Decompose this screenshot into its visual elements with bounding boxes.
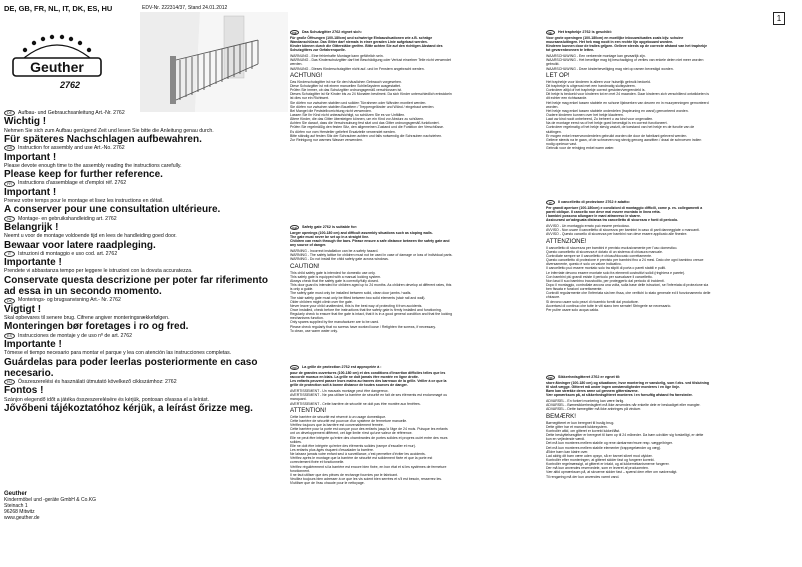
warning-line: ADVARSEL - Dette børnegitter må ikke anbringes på vinduer. <box>546 407 642 412</box>
body-line: Elle ne peut être intégrée qu'entre des chambranles de portes solides et propres ou/et entre des murs <box>290 435 448 440</box>
section-important: Importante ! <box>4 338 62 350</box>
block-heading-text: Das Schutzgitter 2762 eignet sich: <box>302 30 362 35</box>
body-line: To clean, use warm water only. <box>290 328 338 333</box>
footer-line: Kindermöbel und -geräte GmbH & Co.KG <box>4 497 96 503</box>
section-important: Fontos ! <box>4 385 44 397</box>
warning-line: WAARSCHUWING - Het beveilige mag bij beschadiging of verlies van enkele delen niet meer worden <box>546 58 704 63</box>
body-line: diversamente, questo è solo un valore indicativo. <box>546 262 622 267</box>
body-line: solides. <box>290 439 302 444</box>
body-line: Kontrollér efter monteringen, at gitteret sidder fast og fungerer korrekt. <box>546 458 655 462</box>
body-line: Les enfants plus âgés risquent d'escalader la barrière. <box>290 448 374 452</box>
body-line: nodig opnieuw vast. <box>546 142 577 147</box>
block-warnings <box>290 389 540 406</box>
warning-line: WARNUNG - Dieses Kinderschutzgitter nicht auf- und im Fenstern angebracht werden. <box>290 66 425 71</box>
language-badge: DK <box>546 375 555 380</box>
intro-line: raccordé muraux en biais. La grille ne doit jamais être montée en ligne droite. <box>290 375 419 380</box>
language-badge: GB <box>4 145 15 151</box>
intro-line: any source of danger. <box>290 243 327 248</box>
intro-line: Kinder können durch die Gitterstäbe greifen. Bitte achten Sie auf den richtigen Abstand des <box>290 44 443 49</box>
intro-line: store åbninger (100-180 cm) og situationer, hvor montering er vanskelig, som f.eks. ved tilslutning <box>546 381 709 385</box>
body-line: Controleer altijd of het traphekje correct gesloten/vergrendeld is. <box>546 88 646 93</box>
body-line: Vérifiez régulièrement si la barrière est encore bien fixée, en bon état et si les systèmes de fermeture <box>290 464 447 469</box>
body-line: sluitingen. <box>546 129 562 134</box>
block-heading <box>290 225 540 230</box>
section-note: Szánjon elegendő időt a játéka összeszerelésére és kérjük, pontosan olvassa el a leírást. <box>4 396 210 403</box>
block-title: ATTENZIONE! <box>546 237 587 245</box>
body-line: Der må kun anvendes reservedele, som er leveret af producenten. <box>546 466 649 471</box>
body-line: Zur Reinigung nur warmes Wasser verwenden. <box>290 137 364 142</box>
body-line: mechanisms function. <box>290 316 324 321</box>
warning-line: gebruikt. <box>546 62 560 67</box>
block-heading-text: Safety gate 2762 is suitable for: <box>302 225 358 230</box>
intro-line: Wandanschlüsse. Das Gitter darf niemals in einer geraden Linie aufgebaut werden. <box>290 40 428 45</box>
body-line: Das Kinderschutzgitter ist nur für den häuslichen Gebrauch vorgesehen. <box>290 79 402 84</box>
block-heading <box>290 30 540 35</box>
warning-line: AVVISO - Questo cancello di sicurezza per bambini non deve essere applicato alle finestre. <box>546 232 688 237</box>
warning-line: WARNUNG - Das Kinderschutzgitter darf bei Beschädigung oder Verlust einzelner Teile nicht verwendet <box>290 58 451 63</box>
warning-line: manquant. <box>290 397 307 402</box>
block-heading-text: La grille de protection 2762 est appropriée à : <box>302 365 382 370</box>
block-body <box>290 415 540 486</box>
body-line: Questo cancelletto di sicurezza è dotato di un sistema di chiusura manuale. <box>546 249 663 254</box>
body-line: Only spares supplied by the manufacturer are to be used. <box>290 320 380 325</box>
intro-line: Vær opmærksom på, at sikkerhedsgitteret monteres i en fornuftig afstand fra faresteder. <box>546 393 693 398</box>
body-line: Il ne faut utiliser que des pièces de rechange fournies par le fabricant. <box>290 472 398 477</box>
body-line: Con bambini più grandi esiste il pericolo per scavalcare il cancelletto. <box>546 274 653 279</box>
section-keep: Jővőbeni tájékoztatóhoz kérjük, a leírást őrizze meg. <box>4 402 253 414</box>
body-line: Na de montage eerst na of het hekje goed bevestigd is en correct functioneert. <box>546 121 668 126</box>
body-line: Het traphekje voor kinderen is alleen voor huiselijk gebruik bedoeld. <box>546 79 651 84</box>
body-line: Bitte ständig auf festen Sitz der Schrauben achten und falls notwendig die Schrauben nachziehen. <box>290 133 443 138</box>
intro-line: til skrå vægge. Gitteret må under ingen omstændigheder monteres i en lige linje. <box>546 385 681 390</box>
block-title: ACHTUNG! <box>290 71 323 79</box>
body-line: Det må kun monteres mellem stabile elementer (trappegelænder og væg). <box>546 445 661 450</box>
intro-line: tot gevarenbronnen te letten. <box>546 48 595 53</box>
language-section <box>4 180 282 215</box>
geuther-logo <box>7 28 107 78</box>
body-line: Vær altid opmærksom på, at skruerne sidder fast – spænd dem efter om nødvendigt. <box>546 470 678 475</box>
body-line: Cette barrière de sécurité est réservé à un usage domestique. <box>290 414 387 419</box>
body-line: Dopo il montaggio, controllate ancora una volta, sulla base delle istruzioni, se l'inferriata di protezione sia <box>546 283 709 287</box>
block-intro <box>546 36 796 53</box>
footer-line: www.geuther.de <box>4 515 40 521</box>
body-line: worden. <box>546 104 559 109</box>
body-line: Prüfen Sie immer, ob das Schutzgitter ordnungsgemäß verschlossen ist. <box>290 88 403 93</box>
section-keep: Guárdelas para poder leerlas posteriormente en caso necesario. <box>4 356 258 379</box>
body-line: N'utiliser que de l'eau chaude pour le nettoyage. <box>290 481 365 486</box>
body-line: Vérifiez toujours que la barrière est convenablement fermée. <box>290 423 384 428</box>
intro-line: grille de protection soit à bonne distance de toutes sources de danger. <box>290 383 408 388</box>
footer-line: 96268 Mitwitz <box>4 509 35 515</box>
section-subtitle: Összeszerelési és használati útmutató kövelkező cikkszámhoz: 2762 <box>18 378 177 385</box>
block-intro <box>546 381 796 398</box>
body-line: Veuillez toujours bien adresser à ce que les vis soient bien serrées et s'il est besoin, resserrez les. <box>290 477 443 482</box>
section-important: Important ! <box>4 151 57 163</box>
body-line: Diese Schutzgitter ist mit einem manuellen Schließsystem ausgestattet. <box>290 83 401 88</box>
warning-line: AVVISO - Un montaggio errato può essere pericoloso. <box>546 224 630 229</box>
block-heading <box>546 375 796 380</box>
footer-company: Geuther <box>4 491 28 497</box>
block-body <box>290 80 540 142</box>
body-line: Het hekje mag enkel tussen stabiele onderdelen (trapleuning en wand) gemonteerd worden. <box>546 108 689 113</box>
block-heading <box>546 200 796 205</box>
block-intro <box>290 371 540 388</box>
section-note: Tómese el tiempo necesario para montar el parque y lea con atención las instrucciones completas. <box>4 350 232 357</box>
body-line: The safety gate must only be installed between solid, clean door jambs / walls. <box>290 291 412 296</box>
section-important: Wichtig ! <box>4 116 47 128</box>
body-line: ist dies nur ein Richtwert. <box>290 96 330 101</box>
block-intro <box>290 36 540 53</box>
body-line: Please check regularly that no screws have worked loose / Retighten the screws, if necessary. <box>290 324 436 329</box>
block-title: ATTENTION! <box>290 406 327 414</box>
body-line: Ældre børn kan klatre over. <box>546 449 589 454</box>
section-subtitle: Instructions d'assemblage et d'emploi réf. 2762 <box>18 180 127 187</box>
warning-line: WARNING - The safety lattice for children must not be used in case of damage or loss of individual parts. <box>290 253 453 258</box>
block-heading-text: Sikkerhedsgitteret 2762 er egnet til: <box>558 375 621 380</box>
body-line: Si devono usare solo pezzi di ricambio forniti dal produttore. <box>546 299 639 304</box>
block-heading <box>546 30 796 35</box>
body-line: is only a guide. <box>290 287 314 292</box>
language-section <box>4 216 282 251</box>
block-heading-text: Het traphekje 2762 is geschikt: <box>558 30 612 35</box>
intro-line: pour de grandes ouvertures (100-180 cm) et des conditions d'insertion difficiles telles que les <box>290 371 446 375</box>
body-line: Vérifiez après le montage que la barrière de sécurité est solidement fixée et que la porte est <box>290 456 433 461</box>
section-important: Vigtigt ! <box>4 303 42 315</box>
safety-block <box>290 225 540 333</box>
language-badge: IT <box>4 251 15 257</box>
warning-line: WAARSCHUWING - Deze kinderbeveiliging mag niet op ramen bevestigd worden. <box>546 66 674 71</box>
body-line: Kontrollér regelmæssigt, at gitteret er intakt, og at lukkemekanismerne fungerer. <box>546 462 670 467</box>
language-section <box>4 297 282 332</box>
intro-line: Schutzgitters zur Gefahrenquelle. <box>290 48 346 53</box>
body-line: Er mogen enkel reserveonderdelen gebruikt worden die door de fabrikant geleverd werden. <box>546 133 688 138</box>
block-title: LET OP! <box>546 71 570 79</box>
warning-line: WARNING - Do not install the child safety gate across windows. <box>290 257 389 262</box>
body-line: Il cancelletto può essere montato solo tra stipiti di porta o pareti stabili e puliti. <box>546 266 667 271</box>
warning-line: AVERTISSEMENT - Ne pas utiliser la barrière de sécurité en fait de ses éléments est endommagé ou <box>290 393 448 398</box>
body-line: correctement fixée et fonctionnelle. <box>290 460 345 465</box>
language-sections <box>4 110 282 414</box>
section-keep: Conservate questa descrizione per poter far riferimento ad essa in un secondo momento. <box>4 274 268 298</box>
language-badge: DE <box>290 30 299 35</box>
language-badge: FR <box>290 365 299 370</box>
body-line: chiusure. <box>546 295 561 300</box>
body-line: Older children might climb over the gate. <box>290 299 353 304</box>
language-badge: HU <box>4 379 15 385</box>
safety-block <box>546 30 796 150</box>
section-subtitle: Aufbau- und Gebrauchsanleitung Art.-Nr. 2762 <box>18 110 125 116</box>
language-badge: NL <box>546 30 555 35</box>
section-keep: A conserver pour une consultation ultérieure. <box>4 204 221 216</box>
company-footer <box>4 491 154 521</box>
footer-line: Steinach 1 <box>4 503 28 509</box>
body-line: Dette beskyttelsesgitter er beregnet til børn op til 24 måneder. Da børn udvikler sig forskelligt, er dette <box>546 433 704 438</box>
warning-line: AVVISO - Non usare il cancelletto di sicurezza per bambini in caso di parti danneggiate o mancanti. <box>546 228 700 233</box>
body-line: Per pulire usare solo acqua calda. <box>546 307 599 312</box>
language-section <box>4 110 282 145</box>
block-heading-text: Il cancelletto di protezione 2762 è adatto: <box>558 200 630 205</box>
body-line: kun en vejledende værdi. <box>546 437 586 442</box>
section-keep: Monteringen bør foretages i ro og fred. <box>4 321 189 333</box>
block-body <box>546 246 796 313</box>
body-line: Regularly check to ensure that the gate is intact, that it is in a good general condition and that the locking <box>290 312 453 317</box>
block-intro <box>546 206 796 223</box>
body-line: Het hekje mag enkel tussen stabiele en schone lijstwerken van deuren en in muurpenningen gemonteerd <box>546 100 709 105</box>
block-warnings <box>546 399 796 411</box>
body-line: dit echter een richtwaarde. <box>546 96 588 101</box>
body-line: Controlli regolarmente che l'inferriata sia ben fissa, che verifichi lo stato generale ed il funzionamento delle <box>546 291 711 296</box>
safety-column-left <box>290 30 540 560</box>
language-section <box>4 145 282 180</box>
section-subtitle: Montage- en gebruikshandleiding art. 2762 <box>18 215 117 222</box>
intro-line: I bambini possono allungare le mani attraverso le sbarre. <box>546 214 641 219</box>
section-note: Please devote enough time to the assembly reading the instructions carefully. <box>4 162 182 169</box>
body-line: Elle ne doit être intégrée qu'entre des éléments solides (rampe d'escalier et mur). <box>290 443 416 448</box>
body-line: Es dürfen nur vom Hersteller geliefert Ersatzteile verwendet werden. <box>290 129 396 134</box>
block-warnings <box>546 224 796 236</box>
body-line: Dieses Schutzgitter ist für Kinder bis zu 24 Monaten bestimmt. Da sich Kinder unterschiedlich entwickeln <box>290 92 452 97</box>
body-line: Accertarsi di continuo che tutte le viti siano ben serrate! Stringerle se necessario. <box>546 303 672 308</box>
safety-block <box>546 375 796 479</box>
section-keep: Für späteres Nachschlagen aufbewahren. <box>4 134 202 146</box>
block-warnings <box>546 54 796 71</box>
body-line: Det må kun monteres mellem stabile og rene dørkarmer/mure resp. vægge/birger. <box>546 441 673 446</box>
section-note: Skal opbevares til senere brug. Cifrene angiver monteringsrækkefølgen. <box>4 314 170 321</box>
language-section <box>4 379 282 414</box>
safety-column-right <box>546 30 796 560</box>
intro-line: pareti oblique. Il cancello non deve mai essere montato in linea retta. <box>546 210 661 215</box>
section-keep: Bewaar voor latere raadpleging. <box>4 239 156 251</box>
language-badge: IT <box>546 200 555 205</box>
block-intro <box>290 231 540 248</box>
block-warnings <box>290 54 540 71</box>
body-line: Cette barrière de sécurité est pourvue d'un système de fermeture manuelle. <box>290 418 408 423</box>
intro-line: Les enfants peuvent passer leurs mains au travers des barreaux de la grille. Veiller à ce que la <box>290 379 447 384</box>
block-warnings <box>290 249 540 261</box>
body-line: Once installed, check before the instructions that the safety gate is firmly installed and functioning. <box>290 308 442 312</box>
intro-line: Für große Öffnungen (100-180cm) und schwierige Einbausituationen wie z.B. schräge <box>290 36 433 40</box>
body-line: Lassen Sie Ihr Kind nicht unbeaufsichtigt, so schützen Sie es vor Unfällen. <box>290 113 406 117</box>
section-keep: Please keep for further reference. <box>4 169 163 181</box>
body-line: ben fissata e funzioni correttamente. <box>546 287 603 292</box>
intro-line: Larger openings (100-180 cm) and difficult assembly situations such as sloping walls. <box>290 231 433 235</box>
body-line: ont un développement différent, cet âge limite n'est qu'une valeur de référence. <box>290 431 413 436</box>
section-note: Neemt u voor de montage voldoende tijd en lees de handleiding goed door. <box>4 233 177 240</box>
intro-line: Assicurarsi un'adeguata distanza tra cancelletto di sicurezza e fonti di pericolo. <box>546 218 679 223</box>
body-line: This child safety gate is intended for domestic use only. <box>290 270 376 275</box>
warning-line: AVERTISSEMENT - Cette barrière de sécurité ne doit pas être montée aux fenêtres. <box>290 401 421 406</box>
body-line: This door guard is intended for children aged up to 24 months. As children develop at different rates, this <box>290 283 452 288</box>
body-line: Cette barrière pour la porte est conçue pour des enfants jusqu'à l'âge de 24 mois. Puisque les enfants <box>290 427 448 432</box>
body-line: Le inferriate devono essere montate solo fra elementi costruttivi solidi (ringhiera e parete). <box>546 270 686 275</box>
body-line: Bei Mangel die Feststellvorrichtung nicht verwenden. <box>290 108 372 113</box>
block-body <box>290 271 540 333</box>
section-important: Importante ! <box>4 257 62 269</box>
header-edv: EDV-Nr. 222314/37, Stand 24.01.2012 <box>142 5 228 11</box>
body-line: Prüfen Sie regelmäßig den festen Sitz, den allgemeinen Zustand und die Funktion der Verschlüsse. <box>290 125 444 130</box>
body-line: Non lasci il suo bambino incustodito, per proteggerlo dal pericolo di incidenti. <box>546 278 665 283</box>
body-line: Never leave your child unattended, this is the best way of protecting it from accidents. <box>290 303 423 308</box>
section-subtitle: Monterings- og brugsanvisning Art.- Nr. 2762 <box>18 297 121 304</box>
intro-line: Per grandi aperture (100-180cm) e condizioni di montaggio difficili, come p. es. collegamenti a <box>546 206 703 210</box>
body-line: Always check that the safety gate is correctly/fully closed. <box>290 278 379 283</box>
warning-line: WARNING - Incorrect installation can be a safety hazard. <box>290 249 379 254</box>
warning-line: ADVARSEL - En forkert montering kan være farlig. <box>546 399 625 404</box>
warning-line: AVERTISSEMENT - Un mauvais montage peut être dangereux. <box>290 389 389 394</box>
body-line: Dette gitter har et manuelt lukkesystem. <box>546 424 608 429</box>
block-title: BEMÆRK! <box>546 412 576 420</box>
intro-line: Voor grote openingen (100-180cm) en moeilijke inbouwsituaties zoals bijv. schuine <box>546 36 684 40</box>
language-badge: NL <box>4 216 15 222</box>
section-subtitle: Instruction for assembly and use Art.-No. 2762 <box>18 145 125 152</box>
language-badge: DE <box>4 110 15 116</box>
model-number: 2762 <box>60 80 81 90</box>
safety-block <box>290 30 540 142</box>
safety-block <box>546 200 796 312</box>
language-badge: FR <box>4 181 15 187</box>
body-line: Ne laissez jamais votre enfant seul à surveillance, c'est permettre d'éviter les accidents. <box>290 452 426 457</box>
language-badge: ES <box>4 333 15 339</box>
body-line: This safety gate is equipped with a manual locking system. <box>290 274 382 279</box>
body-line: Børnegitteret er kun beregnet til huslig brug. <box>546 420 615 425</box>
body-line: Achten Sie darauf, dass die Verschraubung fest sitzt und das Gitter ordnungsgemäß funktioniert. <box>290 121 440 126</box>
warning-line: werden. <box>290 62 303 67</box>
body-line: Til rengøring må der kun anvendes varmt vand. <box>546 474 620 479</box>
section-important: Important ! <box>4 186 57 198</box>
body-line: The stair safety gate must only be fitted between two solid elements (stair rail and wall). <box>290 295 426 300</box>
intro-line: The gate must never be set up in a straight line. <box>290 235 370 240</box>
section-subtitle: Istruzioni di montaggio e uso cod. art. 2762 <box>18 250 118 257</box>
logo-text: Geuther <box>30 59 84 75</box>
language-section <box>4 333 282 379</box>
warning-line: ADVARSEL - Børnesikkerhedsgitret må ikke anvendes når enkelte dele er beskadiget eller mangler. <box>546 403 701 408</box>
body-line: Laat uw kind nooit onbeheerd, Zo beheert u uw kind voor ongevallen. <box>546 117 654 122</box>
body-line: Kontrollér altid, om gitteret er korrekt lukket/låst. <box>546 428 621 433</box>
body-line: Dit hekje is bedoeld voor kinderen tot en met 24 maanden. Daar kinderen zich verschillend ontwikkelen is <box>546 92 710 97</box>
block-title: CAUTION! <box>290 262 320 270</box>
safety-block <box>290 365 540 485</box>
intro-line: muuraansluitingen. Het hek mag nooit in een rechte lijn opgebouwd worden. <box>546 40 674 45</box>
logo-figures <box>23 35 91 52</box>
section-note: Nehmen Sie sich zum Aufbau genügend Zeit und lesen Sie bitte die Anleitung genau durch. <box>4 127 214 134</box>
section-note: Prendete vi abbastanza tempo per leggere le istruzioni con la dovuta accuratezza. <box>4 268 193 275</box>
product-photo <box>140 12 288 112</box>
body-line: Controleer regelmatig of het hekje stevig vastzit, de toestand van het hekje en de functie van de <box>546 125 695 130</box>
body-line: Sie dürfen nur zwischen stabilen Baueltern / Treppengeländer und Wänd / eingebaut werden. <box>290 104 435 109</box>
warning-line: WARNUNG - Eine fehlerhafte Montage kann gefährlich sein. <box>290 54 384 59</box>
section-note: Prenez votre temps pour le montage et lisez les instructions en détail. <box>4 198 164 205</box>
body-line: Dit traphekje is uitgerust met een handmatig sluitsysteem. <box>546 83 636 88</box>
body-line: Lad aldrig dit barn være uden opsyn, så er barnet sikret mod ulykker. <box>546 453 653 458</box>
body-line: Questo cancelletto di protezione è previsto per bambini fino a 24 mesi. Dato che ogni bambino cresce <box>546 258 704 263</box>
body-line: Il cancelletto di sicurezza per bambini è previsto esclusivamente per l'uso domestico. <box>546 245 678 250</box>
block-body <box>546 80 796 151</box>
body-line: Oudere kinderen kunnen over het hekje klauteren. <box>546 113 624 117</box>
page-number: 1 <box>773 12 785 25</box>
body-line: Controllate sempre se il cancelletto è chiuso/bloccato correttamente. <box>546 253 653 258</box>
body-line: fonctionnent. <box>290 468 311 473</box>
language-badge: GB <box>290 225 299 230</box>
language-section <box>4 251 282 297</box>
section-subtitle: Instrucciones de montaje y de uso nº de art. 2762 <box>18 332 133 339</box>
body-line: Gebruik voor de reiniging enkel warm water. <box>546 146 615 151</box>
section-important: Belangrijk ! <box>4 222 59 234</box>
body-line: Ältere Kinder, die das Gitter übersteigen können, um ein Kind vor Absturz zu schützen. <box>290 117 425 122</box>
body-line: Gelieve steeds na te gaan, of de schroeven nog stevig genoeg aanzitten / draai de schroeven indien <box>546 137 702 142</box>
body-line: Sie dürfen nur zwischen stabilen und soliden Türrahmen oder Wänden montiert werden. <box>290 100 427 105</box>
block-heading <box>290 365 540 370</box>
block-body <box>546 421 796 479</box>
intro-line: Children can reach through the bars. Please ensure a safe distance between the safety gate and <box>290 239 450 244</box>
warning-line: WAARSCHUWING - Een verkeerde montage kan gevaarlijk zijn. <box>546 54 646 59</box>
intro-line: Kinderen kunnen door de tralies grijpen. Gelieve steeds op de correcte afstand van het traphekje <box>546 44 708 49</box>
intro-line: Børn kan strække deres arme ud gennem gitterstavene. <box>546 389 639 394</box>
header-languages: DE, GB, FR, NL, IT, DK, ES, HU <box>4 4 113 13</box>
language-badge: DK <box>4 298 15 304</box>
